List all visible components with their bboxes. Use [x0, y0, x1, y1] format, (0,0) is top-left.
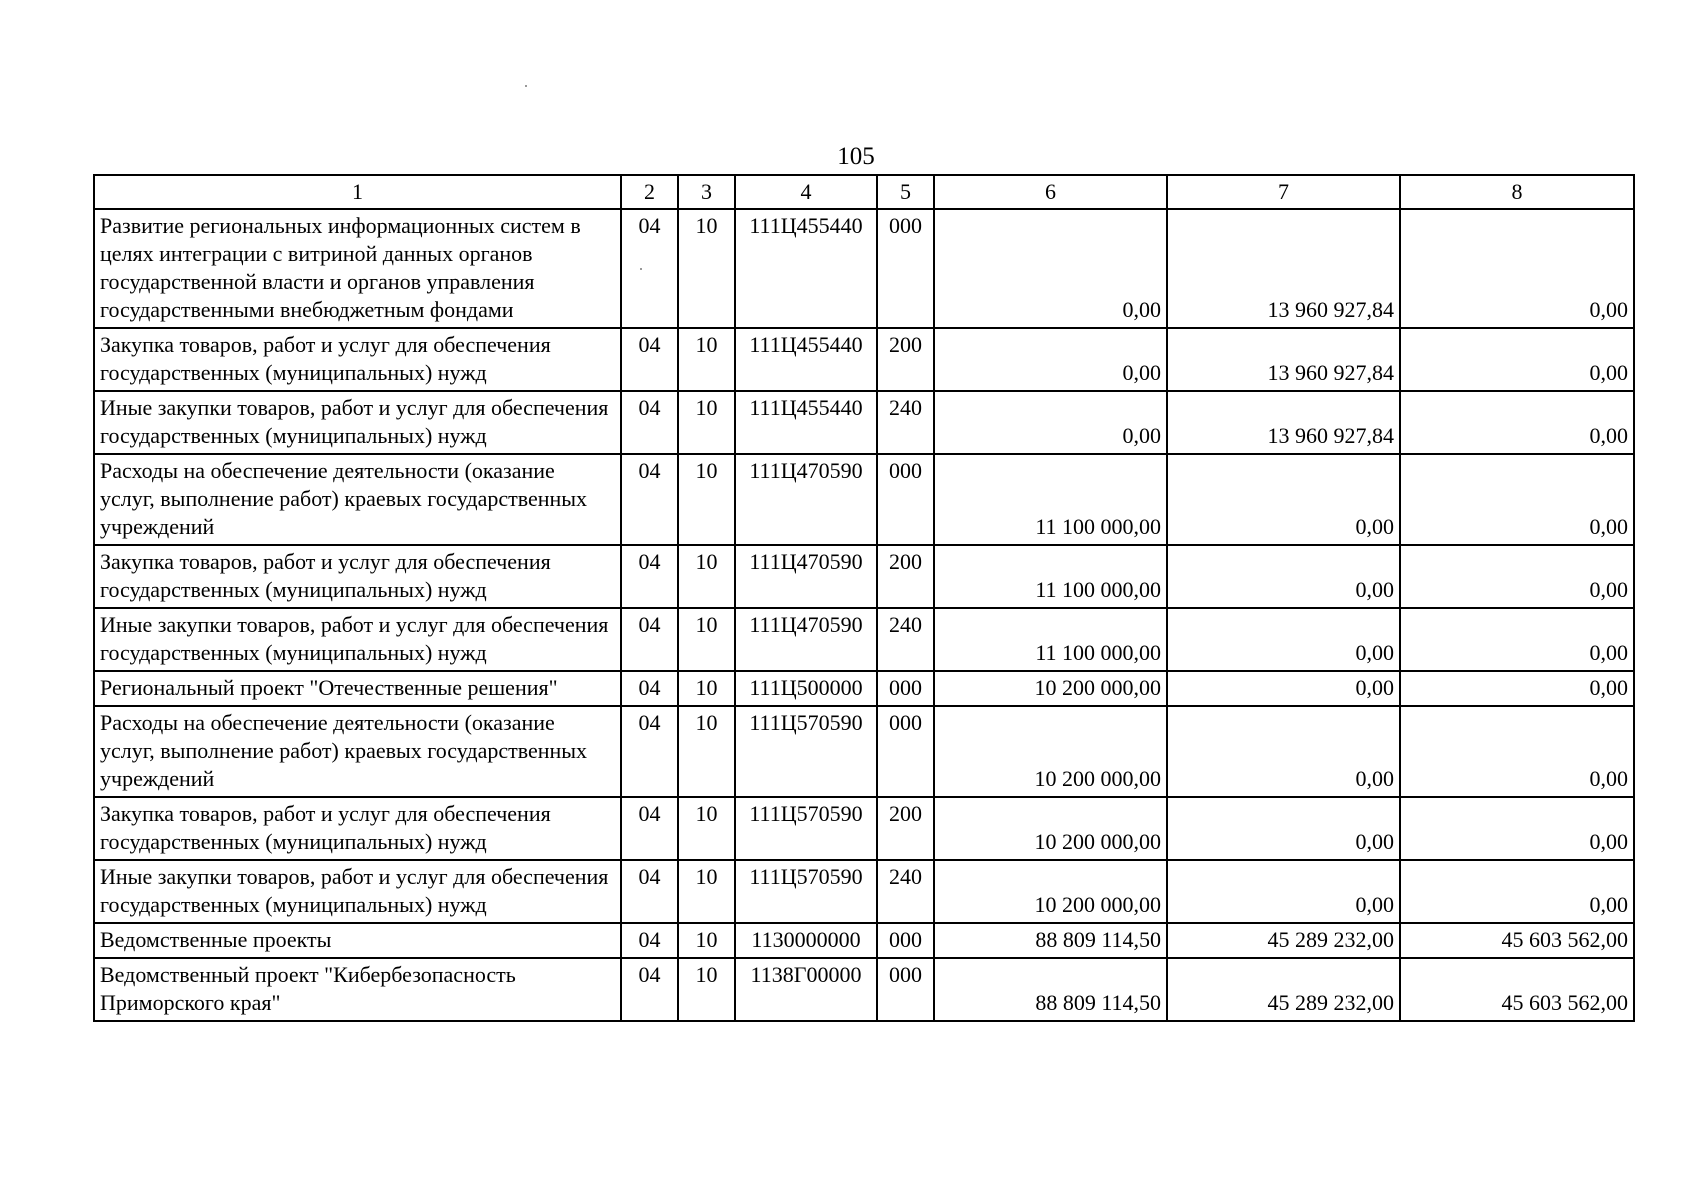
- amount-cell: 0,00: [934, 391, 1167, 454]
- row-name-cell: Иные закупки товаров, работ и услуг для обеспечения государственных (муниципальных) нужд: [94, 608, 621, 671]
- amount-cell: 10 200 000,00: [934, 797, 1167, 860]
- amount-cell: 88 809 114,50: [934, 958, 1167, 1021]
- amount-cell: 13 960 927,84: [1167, 328, 1400, 391]
- target-article-cell: 111Ц455440: [735, 209, 877, 328]
- amount-cell: 0,00: [1167, 860, 1400, 923]
- section-code-cell: 04: [621, 454, 678, 545]
- section-code-cell: 04: [621, 797, 678, 860]
- column-header: 8: [1400, 175, 1634, 209]
- amount-cell: 0,00: [1400, 209, 1634, 328]
- target-article-cell: 111Ц455440: [735, 391, 877, 454]
- expense-type-cell: 000: [877, 958, 934, 1021]
- row-name-cell: Иные закупки товаров, работ и услуг для обеспечения государственных (муниципальных) нужд: [94, 860, 621, 923]
- expense-type-cell: 000: [877, 209, 934, 328]
- row-name-cell: Закупка товаров, работ и услуг для обеспечения государственных (муниципальных) нужд: [94, 545, 621, 608]
- amount-cell: 0,00: [1400, 328, 1634, 391]
- target-article-cell: 111Ц570590: [735, 860, 877, 923]
- amount-cell: 0,00: [1400, 797, 1634, 860]
- section-code-cell: 04: [621, 328, 678, 391]
- amount-cell: 11 100 000,00: [934, 454, 1167, 545]
- subsection-code-cell: 10: [678, 608, 735, 671]
- amount-cell: 0,00: [1400, 391, 1634, 454]
- column-header: 4: [735, 175, 877, 209]
- subsection-code-cell: 10: [678, 391, 735, 454]
- subsection-code-cell: 10: [678, 797, 735, 860]
- row-name-cell: Расходы на обеспечение деятельности (оказание услуг, выполнение работ) краевых государственных учреждений: [94, 706, 621, 797]
- amount-cell: 0,00: [1400, 671, 1634, 706]
- subsection-code-cell: 10: [678, 706, 735, 797]
- amount-cell: 0,00: [1167, 671, 1400, 706]
- section-code-cell: 04: [621, 923, 678, 958]
- row-name-cell: Закупка товаров, работ и услуг для обеспечения государственных (муниципальных) нужд: [94, 328, 621, 391]
- target-article-cell: 111Ц570590: [735, 797, 877, 860]
- subsection-code-cell: 10: [678, 923, 735, 958]
- target-article-cell: 111Ц455440: [735, 328, 877, 391]
- table-row: [94, 608, 1634, 671]
- section-code-cell: 04: [621, 209, 678, 328]
- section-code-cell: 04: [621, 391, 678, 454]
- header-row: [94, 175, 1634, 209]
- table-row: [94, 328, 1634, 391]
- expense-type-cell: 240: [877, 391, 934, 454]
- amount-cell: 0,00: [1167, 608, 1400, 671]
- row-name-cell: Региональный проект "Отечественные решения": [94, 671, 621, 706]
- section-code-cell: 04: [621, 608, 678, 671]
- subsection-code-cell: 10: [678, 671, 735, 706]
- section-code-cell: 04: [621, 958, 678, 1021]
- column-header: 6: [934, 175, 1167, 209]
- table-row: [94, 923, 1634, 958]
- column-header: 3: [678, 175, 735, 209]
- amount-cell: 0,00: [1400, 608, 1634, 671]
- expense-type-cell: 240: [877, 608, 934, 671]
- table-row: [94, 545, 1634, 608]
- expense-type-cell: 000: [877, 923, 934, 958]
- amount-cell: 0,00: [1400, 860, 1634, 923]
- scan-speck: [640, 268, 642, 270]
- amount-cell: 45 289 232,00: [1167, 923, 1400, 958]
- column-header: 5: [877, 175, 934, 209]
- amount-cell: 0,00: [934, 328, 1167, 391]
- amount-cell: 13 960 927,84: [1167, 209, 1400, 328]
- subsection-code-cell: 10: [678, 454, 735, 545]
- table-row: [94, 706, 1634, 797]
- amount-cell: 11 100 000,00: [934, 608, 1167, 671]
- expense-type-cell: 000: [877, 671, 934, 706]
- table-row: [94, 797, 1634, 860]
- expense-type-cell: 200: [877, 328, 934, 391]
- row-name-cell: Развитие региональных информационных систем в целях интеграции с витриной данных органов государственной власти и органов управления государственными внебюджетным фондами: [94, 209, 621, 328]
- subsection-code-cell: 10: [678, 209, 735, 328]
- amount-cell: 0,00: [1400, 545, 1634, 608]
- column-header: 7: [1167, 175, 1400, 209]
- amount-cell: 0,00: [1167, 797, 1400, 860]
- target-article-cell: 111Ц500000: [735, 671, 877, 706]
- column-header: 1: [94, 175, 621, 209]
- expense-type-cell: 240: [877, 860, 934, 923]
- target-article-cell: 1138Г00000: [735, 958, 877, 1021]
- amount-cell: 0,00: [1167, 454, 1400, 545]
- row-name-cell: Расходы на обеспечение деятельности (оказание услуг, выполнение работ) краевых государственных учреждений: [94, 454, 621, 545]
- row-name-cell: Ведомственный проект "Кибербезопасность Приморского края": [94, 958, 621, 1021]
- target-article-cell: 111Ц470590: [735, 545, 877, 608]
- page-number: 105: [837, 143, 875, 170]
- subsection-code-cell: 10: [678, 958, 735, 1021]
- amount-cell: 0,00: [934, 209, 1167, 328]
- row-name-cell: Иные закупки товаров, работ и услуг для обеспечения государственных (муниципальных) нужд: [94, 391, 621, 454]
- amount-cell: 11 100 000,00: [934, 545, 1167, 608]
- target-article-cell: 111Ц570590: [735, 706, 877, 797]
- amount-cell: 0,00: [1400, 454, 1634, 545]
- amount-cell: 10 200 000,00: [934, 671, 1167, 706]
- target-article-cell: 111Ц470590: [735, 608, 877, 671]
- target-article-cell: 111Ц470590: [735, 454, 877, 545]
- amount-cell: 0,00: [1400, 706, 1634, 797]
- column-header: 2: [621, 175, 678, 209]
- section-code-cell: 04: [621, 706, 678, 797]
- row-name-cell: Ведомственные проекты: [94, 923, 621, 958]
- subsection-code-cell: 10: [678, 545, 735, 608]
- expense-type-cell: 000: [877, 454, 934, 545]
- section-code-cell: 04: [621, 545, 678, 608]
- table-row: [94, 860, 1634, 923]
- expense-type-cell: 200: [877, 545, 934, 608]
- budget-table: [93, 174, 1635, 1022]
- amount-cell: 45 603 562,00: [1400, 958, 1634, 1021]
- amount-cell: 10 200 000,00: [934, 706, 1167, 797]
- scan-speck: [525, 85, 527, 87]
- section-code-cell: 04: [621, 671, 678, 706]
- section-code-cell: 04: [621, 860, 678, 923]
- target-article-cell: 1130000000: [735, 923, 877, 958]
- table-row: [94, 671, 1634, 706]
- table-row: [94, 209, 1634, 328]
- subsection-code-cell: 10: [678, 328, 735, 391]
- amount-cell: 88 809 114,50: [934, 923, 1167, 958]
- amount-cell: 0,00: [1167, 545, 1400, 608]
- row-name-cell: Закупка товаров, работ и услуг для обеспечения государственных (муниципальных) нужд: [94, 797, 621, 860]
- amount-cell: 0,00: [1167, 706, 1400, 797]
- table-row: [94, 454, 1634, 545]
- expense-type-cell: 000: [877, 706, 934, 797]
- table-row: [94, 958, 1634, 1021]
- amount-cell: 45 603 562,00: [1400, 923, 1634, 958]
- amount-cell: 45 289 232,00: [1167, 958, 1400, 1021]
- amount-cell: 13 960 927,84: [1167, 391, 1400, 454]
- expense-type-cell: 200: [877, 797, 934, 860]
- subsection-code-cell: 10: [678, 860, 735, 923]
- amount-cell: 10 200 000,00: [934, 860, 1167, 923]
- table-row: [94, 391, 1634, 454]
